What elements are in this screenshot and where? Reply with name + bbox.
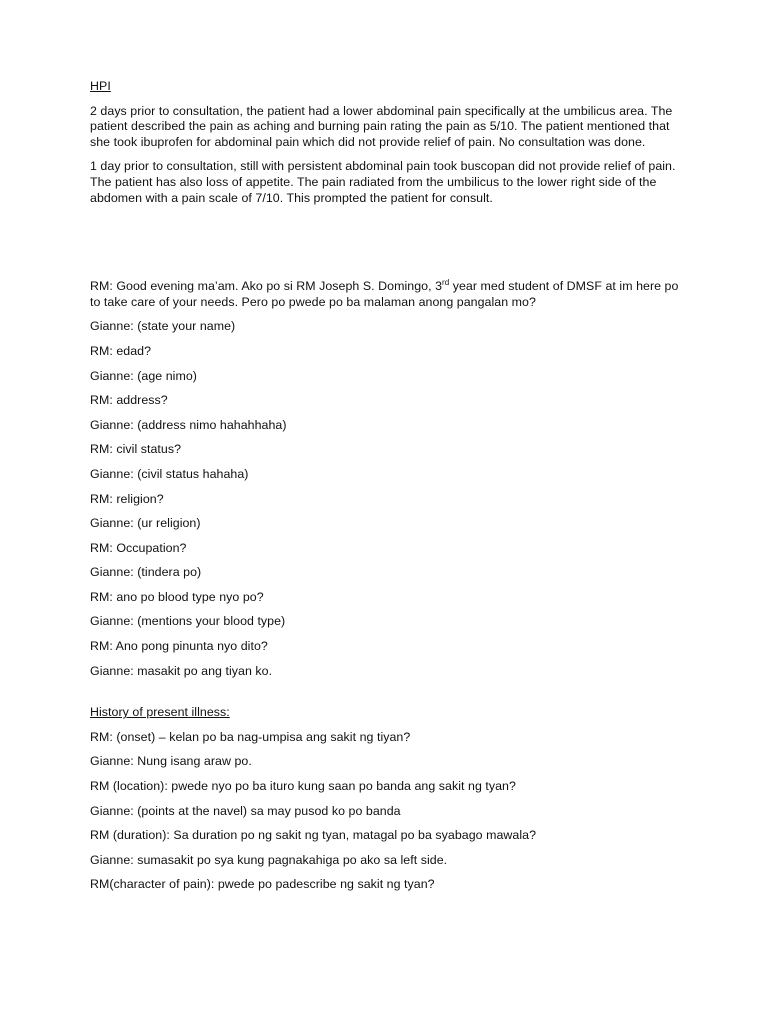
dialogue-line: RM: (onset) – kelan po ba nag-umpisa ang sakit ng tiyan? [90, 729, 411, 744]
dialogue-line: RM (location): pwede nyo po ba ituro kung saan po banda ang sakit ng tyan? [90, 779, 516, 794]
hpi-paragraph-1: 2 days prior to consultation, the patient had a lower abdominal pain specifically at the umbilicus area. The patient described the pain as aching and burning pain rating the pain as 5/10. The patient mentioned that she took ibuprofen for abdominal pain which did not provide relief of pain. No consultation was done. [90, 103, 673, 149]
dialogue-line: Gianne: (points at the navel) sa may pusod ko po banda [90, 803, 401, 818]
dialogue-line: RM: Occupation? [90, 540, 187, 555]
dialogue-line: RM: Ano pong pinunta nyo dito? [90, 639, 268, 654]
dialogue-line: Gianne: sumasakit po sya kung pagnakahiga po ako sa left side. [90, 852, 448, 867]
dialogue-line: RM (duration): Sa duration po ng sakit ng tyan, matagal po ba syabago mawala? [90, 828, 537, 843]
dialogue-line: RM(character of pain): pwede po padescribe ng sakit ng tyan? [90, 877, 435, 892]
dialogue-line: Gianne: (tindera po) [90, 565, 202, 580]
dialogue-line: RM: religion? [90, 491, 164, 506]
dialogue-line: Gianne: (state your name) [90, 319, 236, 334]
history-heading: History of present illness: [90, 705, 230, 720]
dialogue-line: RM: edad? [90, 343, 152, 358]
blank-space [90, 215, 690, 279]
dialogue-line: Gianne: (address nimo hahahhaha) [90, 417, 287, 432]
document-body [90, 79, 690, 902]
intro-text-start: RM: Good evening ma’am. Ako po si RM Joseph S. Domingo, 3 [90, 279, 443, 294]
dialogue-line: Gianne: (civil status hahaha) [90, 466, 249, 481]
intro-text-end: year med student of DMSF at im here po to take care of your needs. Pero po pwede po ba malaman anong pangalan mo? [90, 279, 679, 309]
dialogue-line: Gianne: (ur religion) [90, 516, 201, 531]
intro-line [90, 279, 690, 310]
dialogue-line: RM: civil status? [90, 442, 182, 457]
intro-superscript: rd [442, 278, 450, 288]
dialogue-line: Gianne: (mentions your blood type) [90, 614, 286, 629]
dialogue-line: Gianne: (age nimo) [90, 368, 197, 383]
hpi-heading: HPI [90, 79, 111, 93]
hpi-paragraph-2: 1 day prior to consultation, still with persistent abdominal pain took buscopan did not provide relief of pain. The patient has also loss of appetite. The pain radiated from the umbilicus to the lower right side of the abdomen with a pain scale of 7/10. This prompted the patient for consult. [90, 159, 676, 205]
dialogue-line: Gianne: Nung isang araw po. [90, 754, 252, 769]
dialogue-line: Gianne: masakit po ang tiyan ko. [90, 663, 273, 678]
dialogue-line: RM: ano po blood type nyo po? [90, 589, 264, 604]
dialogue-line: RM: address? [90, 393, 168, 408]
